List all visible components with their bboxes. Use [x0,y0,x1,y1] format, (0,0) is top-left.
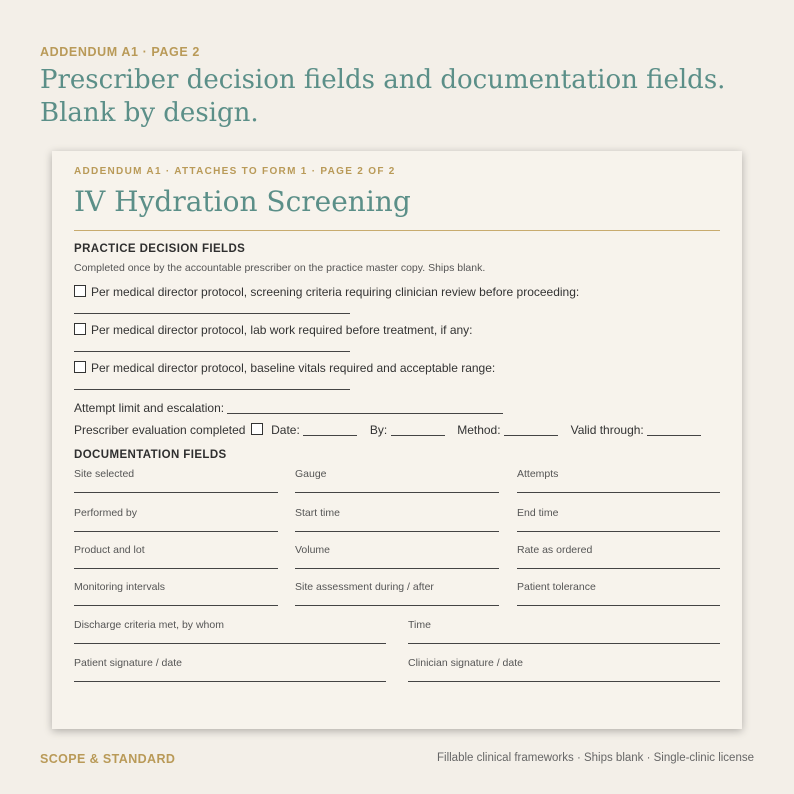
performed-by-line[interactable] [74,531,278,532]
start-time-label: Start time [295,507,340,519]
vitals-fill-line[interactable] [74,389,350,390]
labs-label: Per medical director protocol, lab work required before treatment, if any: [91,323,473,337]
protocol-item-labs [74,323,473,337]
title-divider [74,230,720,231]
volume-line[interactable] [295,568,499,569]
evaluation-date-field[interactable] [303,425,357,436]
screening-fill-line[interactable] [74,313,350,314]
discharge-time-line[interactable] [408,643,720,644]
page-eyebrow: ADDENDUM A1 · PAGE 2 [40,45,200,59]
gauge-line[interactable] [295,492,499,493]
monitoring-intervals-label: Monitoring intervals [74,581,166,593]
footer-tagline: Fillable clinical frameworks · Ships blank · Single-clinic license [436,752,754,764]
page-headline: Prescriber decision fields and documentation fields. Blank by design. [40,65,726,128]
site-assessment-line[interactable] [295,605,499,606]
end-time-label: End time [517,507,559,519]
monitoring-intervals-line[interactable] [74,605,278,606]
screening-checkbox[interactable] [74,285,86,297]
attempt-limit-field[interactable] [227,403,503,414]
evaluation-method-field[interactable] [504,425,558,436]
practice-fields-heading: PRACTICE DECISION FIELDS [74,243,246,255]
protocol-item-vitals [74,361,495,375]
rate-line[interactable] [517,568,720,569]
labs-fill-line[interactable] [74,351,350,352]
evaluation-date-label: Date: [271,423,300,437]
gauge-label: Gauge [295,468,327,480]
form-title: IV Hydration Screening [74,185,411,218]
rate-label: Rate as ordered [517,544,593,556]
patient-signature-line[interactable] [74,681,386,682]
discharge-criteria-line[interactable] [74,643,386,644]
discharge-time-label: Time [408,619,431,631]
discharge-criteria-label: Discharge criteria met, by whom [74,619,224,631]
evaluation-by-label: By: [369,423,388,437]
performed-by-label: Performed by [74,507,138,519]
documentation-fields-heading: DOCUMENTATION FIELDS [74,449,227,461]
attempt-limit-row [74,401,503,415]
evaluation-checkbox[interactable] [251,423,263,435]
volume-label: Volume [295,544,331,556]
evaluation-by-field[interactable] [391,425,445,436]
evaluation-method-label: Method: [457,423,501,437]
evaluation-label: Prescriber evaluation completed [74,423,246,437]
evaluation-valid-label: Valid through: [570,423,644,437]
practice-fields-note: Completed once by the accountable prescriber on the practice master copy. Ships blank. [74,262,486,274]
site-assessment-label: Site assessment during / after [295,581,434,593]
vitals-label: Per medical director protocol, baseline vitals required and acceptable range: [91,361,496,375]
product-lot-line[interactable] [74,568,278,569]
screening-label: Per medical director protocol, screening criteria requiring clinician review before proceeding: [91,285,580,299]
site-selected-line[interactable] [74,492,278,493]
form-eyebrow: ADDENDUM A1 · ATTACHES TO FORM 1 · PAGE 2 OF 2 [74,166,396,177]
form-sheet [52,151,742,729]
patient-tolerance-line[interactable] [517,605,720,606]
attempts-label: Attempts [517,468,559,480]
clinician-signature-line[interactable] [408,681,720,682]
start-time-line[interactable] [295,531,499,532]
patient-tolerance-label: Patient tolerance [517,581,596,593]
prescriber-evaluation-row [74,423,701,437]
end-time-line[interactable] [517,531,720,532]
footer-brand: SCOPE & STANDARD [40,752,176,766]
patient-signature-label: Patient signature / date [74,657,182,669]
labs-checkbox[interactable] [74,323,86,335]
vitals-checkbox[interactable] [74,361,86,373]
product-lot-label: Product and lot [74,544,145,556]
protocol-item-screening [74,285,579,299]
evaluation-valid-field[interactable] [647,425,701,436]
attempt-limit-label: Attempt limit and escalation: [74,401,225,415]
site-selected-label: Site selected [74,468,135,480]
attempts-line[interactable] [517,492,720,493]
clinician-signature-label: Clinician signature / date [408,657,523,669]
